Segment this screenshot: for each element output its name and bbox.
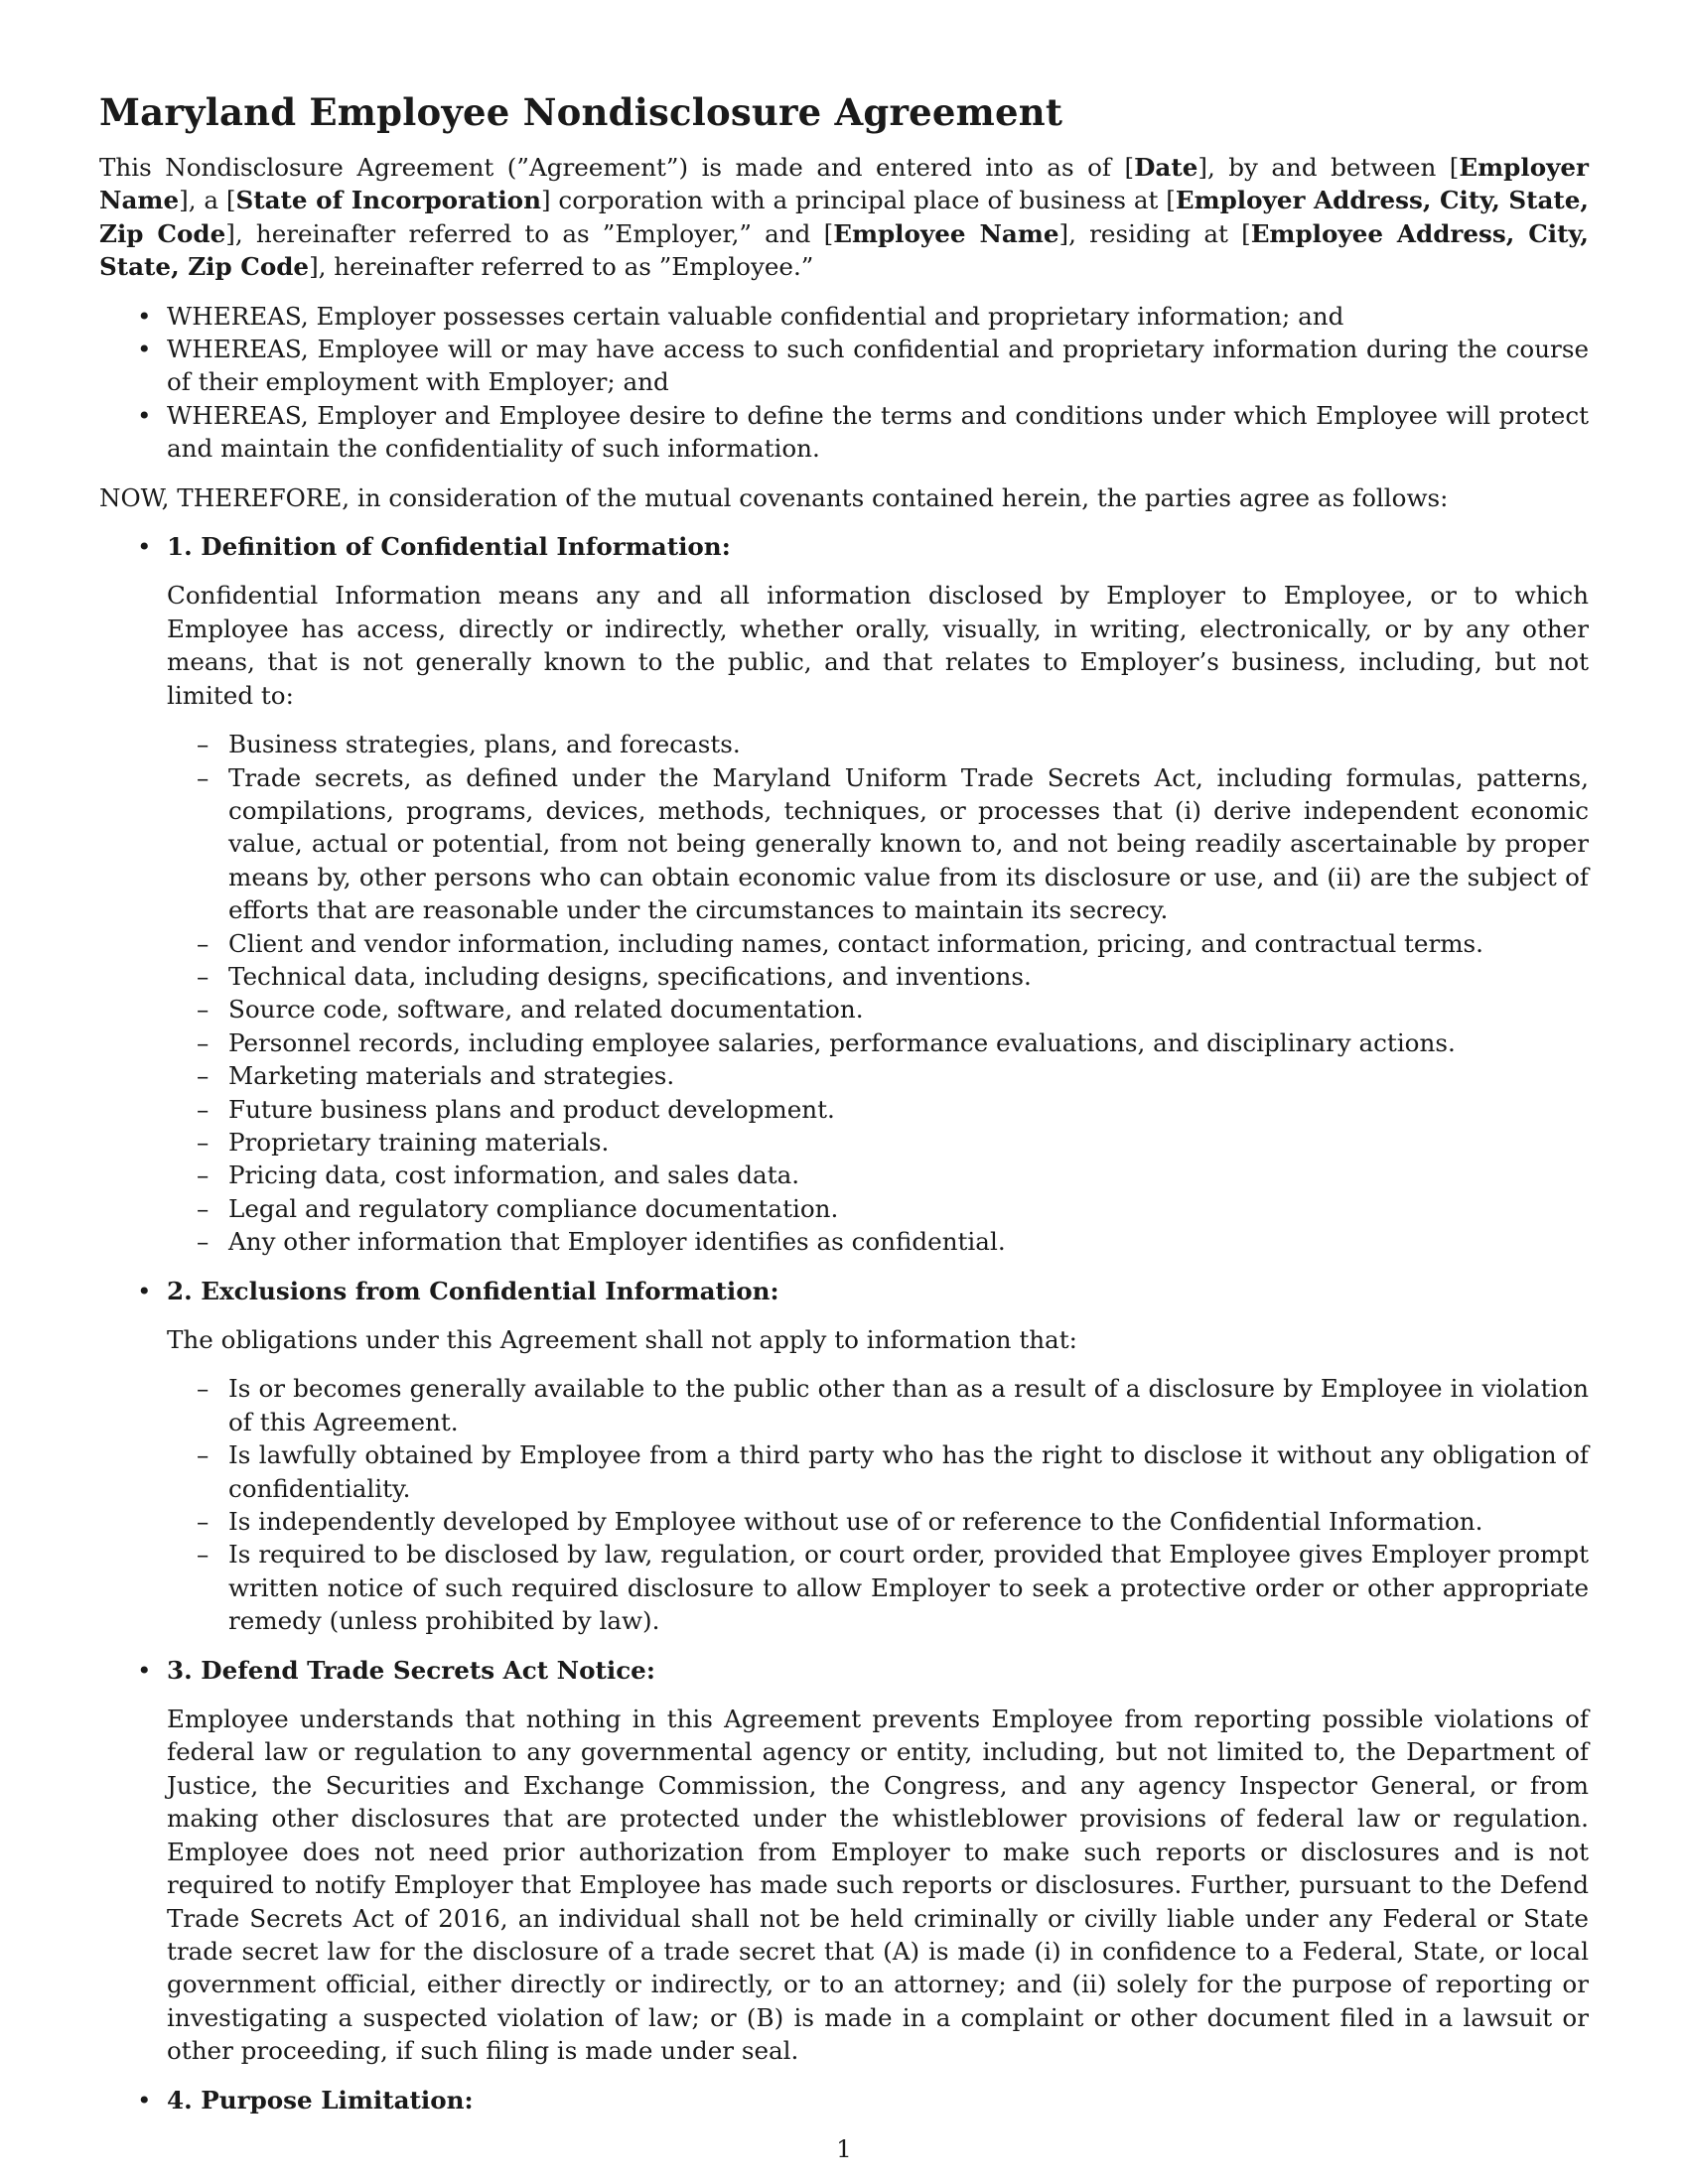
list-item: – Future business plans and product development. (167, 1093, 1589, 1126)
section-body: Confidential Information means any and all information disclosed by Employer to Employee, or to which Employee has access, directly or indirectly, whether orally, visually, in writing, electronically, or by any other means, that is not generally known to the public, and that relates to Employer’s business, including, but not limited to: (167, 581, 1589, 710)
employer-address-placeholder: Employer Address, City, State, Zip Code (99, 186, 1589, 248)
section-items (167, 728, 1589, 1259)
list-item: – Trade secrets, as defined under the Maryland Uniform Trade Secrets Act, including formulas, patterns, compilations, programs, devices, methods, techniques, or processes that (i) derive independent economic value, actual or potential, from not being generally known to, and not being readily ascertainable by proper means by, other persons who can obtain economic value from its disclosure or use, and (ii) are the subject of efforts that are reasonable under the circumstances to maintain its secrecy. (167, 761, 1589, 927)
list-item: – Proprietary training materials. (167, 1126, 1589, 1159)
section-1 (99, 530, 1589, 1259)
intro-text: ] corporation with a principal place of business at [ (540, 186, 1176, 215)
list-item: – Is lawfully obtained by Employee from a third party who has the right to disclose it without any obligation of confidentiality. (167, 1438, 1589, 1505)
now-therefore-paragraph: NOW, THEREFORE, in consideration of the mutual covenants contained herein, the parties agree as follows: (99, 482, 1449, 512)
intro-text: This Nondisclosure Agreement (”Agreement”) is made and entered into as of [ (99, 153, 1135, 182)
list-item: – Pricing data, cost information, and sales data. (167, 1159, 1589, 1191)
sections-list (99, 530, 1589, 2116)
section-title: • 4. Purpose Limitation: (167, 2085, 474, 2115)
section-3 (99, 1654, 1589, 2068)
document-title: Maryland Employee Nondisclosure Agreement (99, 90, 1063, 134)
list-item: – Business strategies, plans, and forecasts. (167, 728, 1589, 760)
list-item: – Client and vendor information, including names, contact information, pricing, and contractual terms. (167, 927, 1589, 960)
whereas-item: • WHEREAS, Employer possesses certain valuable confidential and proprietary information; and (99, 300, 1589, 333)
page-number: 1 (836, 2134, 852, 2163)
section-body: Employee understands that nothing in this Agreement prevents Employee from reporting possible violations of federal law or regulation to any governmental agency or entity, including, but not limited to, the Department of Justice, the Securities and Exchange Commission, the Congress, and any agency Inspector General, or from making other disclosures that are protected under the whistleblower provisions of federal law or regulation. Employee does not need prior authorization from Employer to make such reports or disclosures and is not required to notify Employer that Employee has made such reports or disclosures. Further, pursuant to the Defend Trade Secrets Act of 2016, an individual shall not be held criminally or civilly liable under any Federal or State trade secret law for the disclosure of a trade secret that (A) is made (i) in confidence to a Federal, State, or local government official, either directly or indirectly, or to an attorney; and (ii) solely for the purpose of reporting or investigating a suspected violation of law; or (B) is made in a complaint or other document filed in a lawsuit or other proceeding, if such filing is made under seal. (167, 1705, 1589, 2066)
whereas-item: • WHEREAS, Employee will or may have access to such confidential and proprietary information during the course of their employment with Employer; and (99, 333, 1589, 399)
intro-text: ], hereinafter referred to as ”Employee.” (309, 252, 814, 282)
whereas-item: • WHEREAS, Employer and Employee desire to define the terms and conditions under which Employee will protect and maintain the confidentiality of such information. (99, 399, 1589, 466)
employer-name-placeholder: Employer Name (99, 153, 1589, 215)
section-body: The obligations under this Agreement shall not apply to information that: (167, 1325, 1077, 1354)
list-item: – Marketing materials and strategies. (167, 1059, 1589, 1092)
list-item: – Is independently developed by Employee without use of or reference to the Confidential Information. (167, 1505, 1589, 1538)
list-item: – Any other information that Employer identifies as confidential. (167, 1225, 1589, 1258)
intro-paragraph (99, 151, 1589, 284)
intro-text: ], residing at [ (1058, 218, 1251, 248)
intro-text: ], a [ (179, 186, 236, 215)
list-item: – Is required to be disclosed by law, regulation, or court order, provided that Employee gives Employer prompt written notice of such required disclosure to allow Employer to seek a protective order or other appropriate remedy (unless prohibited by law). (167, 1538, 1589, 1637)
list-item: – Legal and regulatory compliance documentation. (167, 1192, 1589, 1225)
document-page (99, 87, 1589, 2132)
list-item: – Personnel records, including employee salaries, performance evaluations, and disciplinary actions. (167, 1026, 1589, 1059)
date-placeholder: Date (1134, 153, 1198, 182)
whereas-list (99, 300, 1589, 466)
list-item: – Technical data, including designs, specifications, and inventions. (167, 960, 1589, 993)
section-2 (99, 1275, 1589, 1638)
intro-text: ], by and between [ (1197, 153, 1460, 182)
section-items (167, 1372, 1589, 1637)
intro-text: ], hereinafter referred to as ”Employer,” and [ (225, 218, 834, 248)
list-item: – Is or becomes generally available to the public other than as a result of a disclosure by Employee in violation of this Agreement. (167, 1372, 1589, 1438)
state-placeholder: State of Incorporation (235, 186, 541, 215)
list-item: – Source code, software, and related documentation. (167, 993, 1589, 1025)
employee-address-placeholder: Employee Address, City, State, Zip Code (99, 218, 1589, 282)
section-title: • 2. Exclusions from Confidential Information: (167, 1276, 779, 1305)
section-title: • 3. Defend Trade Secrets Act Notice: (167, 1655, 655, 1685)
employee-name-placeholder: Employee Name (833, 218, 1059, 248)
section-title: • 1. Definition of Confidential Information: (167, 532, 731, 562)
section-4 (99, 2084, 1589, 2116)
